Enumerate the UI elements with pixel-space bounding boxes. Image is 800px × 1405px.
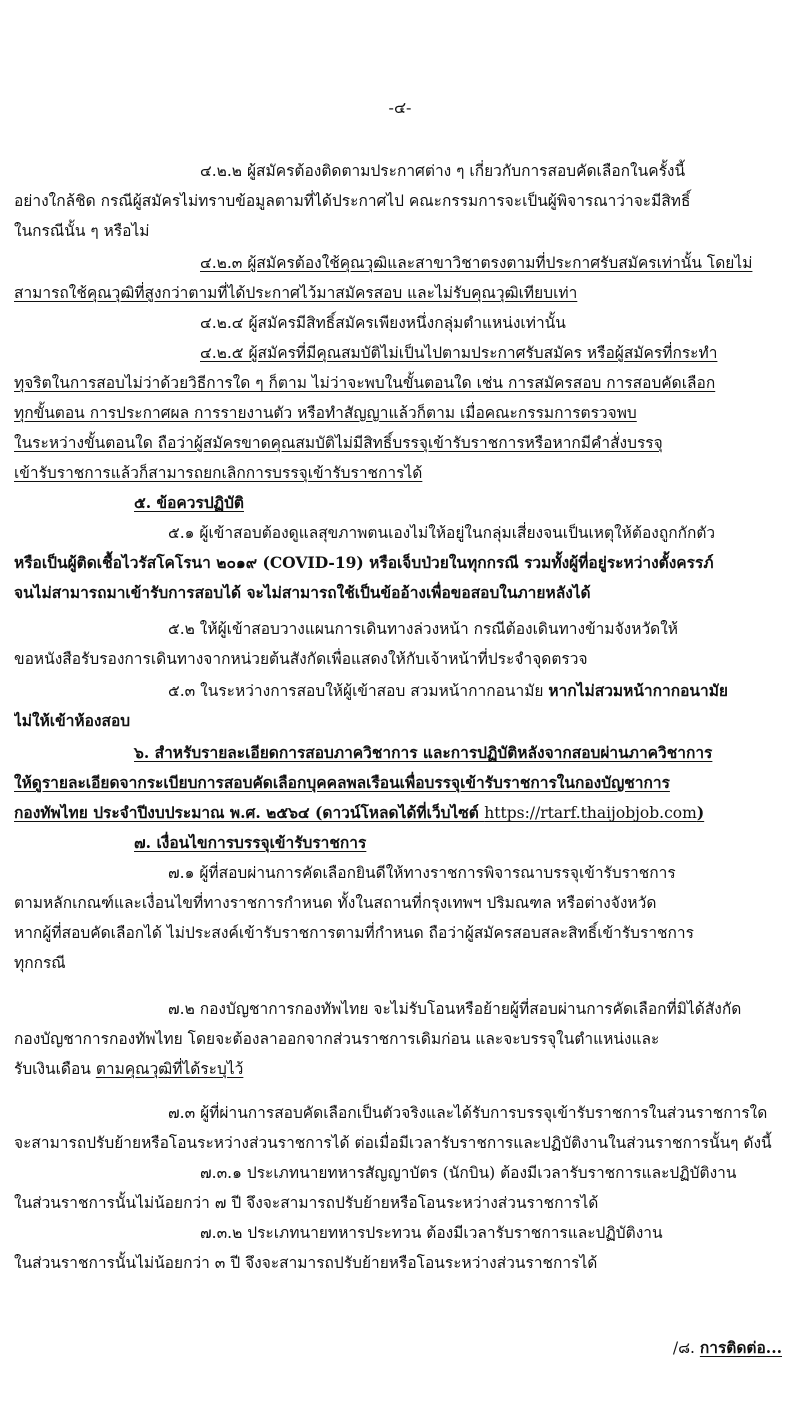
para-4-2-5-line-1: ๔.๒.๕ ผู้สมัครที่มีคุณสมบัติไม่เป็นไปตามประกาศรับสมัคร หรือผู้สมัครที่กระทำ (200, 344, 718, 362)
para-7-3-line-2: จะสามารถปรับย้ายหรือโอนระหว่างส่วนราชการได้ ต่อเมื่อมีเวลารับราชการและปฏิบัติงานในส่วนราชการนั้นๆ ดังนี้ (14, 1134, 772, 1152)
para-7-2-line-1: ๗.๒ กองบัญชาการกองทัพไทย จะไม่รับโอนหรือย้ายผู้ที่สอบผ่านการคัดเลือกที่มิได้สังกัด (168, 1000, 742, 1018)
para-4-2-2-line-2: อย่างใกล้ชิด กรณีผู้สมัครไม่ทราบข้อมูลตามที่ได้ประกาศไป คณะกรรมการจะเป็นผู้พิจารณาว่าจะมีสิทธิ์ (14, 192, 691, 210)
para-7-3-1-line-2: ในส่วนราชการนั้นไม่น้อยกว่า ๗ ปี จึงจะสามารถปรับย้ายหรือโอนระหว่างส่วนราชการได้ (14, 1194, 599, 1212)
para-4-2-5-line-3: ทุกขั้นตอน การประกาศผล การรายงานตัว หรือทำสัญญาแล้วก็ตาม เมื่อคณะกรรมการตรวจพบ (14, 404, 637, 422)
para-4-2-5-line-4: ในระหว่างขั้นตอนใด ถือว่าผู้สมัครขาดคุณสมบัติไม่มีสิทธิ์บรรจุเข้ารับราชการหรือหากมีคำสั่งบรรจุ (14, 434, 663, 452)
para-7-1-line-1: ๗.๑ ผู้ที่สอบผ่านการคัดเลือกยินดีให้ทางราชการพิจารณาบรรจุเข้ารับราชการ (168, 864, 676, 882)
para-7-3-2-line-2: ในส่วนราชการนั้นไม่น้อยกว่า ๓ ปี จึงจะสามารถปรับย้ายหรือโอนระหว่างส่วนราชการได้ (14, 1254, 598, 1272)
section-6-line-3 (14, 798, 790, 828)
para-7-1-line-3: หากผู้ที่สอบคัดเลือกได้ ไม่ประสงค์เข้ารับราชการตามที่กำหนด ถือว่าผู้สมัครสอบสละสิทธิ์เข้ารับราชการ (14, 924, 694, 942)
para-7-2-line-3 (14, 1054, 790, 1084)
para-7-3-1-line-1: ๗.๓.๑ ประเภทนายทหารสัญญาบัตร (นักบิน) ต้องมีเวลารับราชการและปฏิบัติงาน (200, 1164, 737, 1182)
next-page-continuation (673, 1335, 782, 1360)
section-7-heading: ๗. เงื่อนไขการบรรจุเข้ารับราชการ (134, 833, 367, 852)
para-4-2-5-line-2: ทุจริตในการสอบไม่ว่าด้วยวิธีการใด ๆ ก็ตาม ไม่ว่าจะพบในขั้นตอนใด เช่น การสมัครสอบ การสอบคัดเลือก (14, 374, 716, 392)
para-7-3-2-line-1: ๗.๓.๒ ประเภทนายทหารประทวน ต้องมีเวลารับราชการและปฏิบัติงาน (200, 1224, 663, 1242)
para-5-1-line-3: จนไม่สามารถมาเข้ารับการสอบได้ จะไม่สามารถใช้เป็นข้ออ้างเพื่อขอสอบในภายหลังได้ (14, 583, 591, 602)
para-5-2-line-2: ขอหนังสือรับรองการเดินทางจากหน่วยต้นสังกัดเพื่อแสดงให้กับเจ้าหน้าที่ประจำจุดตรวจ (14, 650, 588, 668)
para-7-2-text: รับเงินเดือน (14, 1060, 96, 1078)
para-4-2-5-line-5: เข้ารับราชการแล้วก็สามารถยกเลิกการบรรจุเข้ารับราชการได้ (14, 464, 423, 482)
para-7-1-line-4: ทุกกรณี (14, 954, 66, 972)
section-6-line-2: ให้ดูรายละเอียดจากระเบียบการสอบคัดเลือกบุคคลพลเรือนเพื่อบรรจุเข้ารับราชการในกองบัญชาการ (14, 773, 670, 792)
website-link[interactable]: https://rtarf.thaijobjob.com (484, 804, 697, 822)
para-5-1-line-1: ๕.๑ ผู้เข้าสอบต้องดูแลสุขภาพตนเองไม่ให้อยู่ในกลุ่มเสี่ยงจนเป็นเหตุให้ต้องถูกกักตัว (168, 524, 716, 542)
para-4-2-3-line-2: สามารถใช้คุณวุฒิที่สูงกว่าตามที่ได้ประกาศไว้มาสมัครสอบ และไม่รับคุณวุฒิเทียบเท่า (14, 284, 578, 302)
next-page-label: การติดต่อ... (699, 1338, 782, 1357)
page-number: -๔- (388, 98, 412, 117)
para-4-2-4-line-1: ๔.๒.๔ ผู้สมัครมีสิทธิ์สมัครเพียงหนึ่งกลุ่มตำแหน่งเท่านั้น (200, 314, 566, 332)
para-5-1-line-2: หรือเป็นผู้ติดเชื้อไวรัสโคโรนา ๒๐๑๙ (COVID-19) หรือเจ็บป่วยในทุกกรณี รวมทั้งผู้ที่อยู่ระหว่างตั้งครรภ์ (14, 553, 714, 572)
section-6-text: กองทัพไทย ประจำปีงบประมาณ พ.ศ. ๒๕๖๔ (ดาวน์โหลดได้ที่เว็บไซต์ (14, 803, 485, 822)
para-7-2-underlined: ตามคุณวุฒิที่ได้ระบุไว้ (95, 1060, 244, 1078)
section-6-line-1: ๖. สำหรับรายละเอียดการสอบภาควิชาการ และการปฏิบัติหลังจากสอบผ่านภาควิชาการ (134, 743, 713, 762)
para-7-1-line-2: ตามหลักเกณฑ์และเงื่อนไขที่ทางราชการกำหนด ทั้งในสถานที่กรุงเทพฯ ปริมณฑล หรือต่างจังหวัด (14, 894, 657, 912)
para-4-2-3-line-1: ๔.๒.๓ ผู้สมัครต้องใช้คุณวุฒิและสาขาวิชาตรงตามที่ประกาศรับสมัครเท่านั้น โดยไม่ (200, 254, 753, 272)
para-5-3-line-2: ไม่ให้เข้าห้องสอบ (14, 711, 131, 730)
para-4-2-2-line-1: ๔.๒.๒ ผู้สมัครต้องติดตามประกาศต่าง ๆ เกี่ยวกับการสอบคัดเลือกในครั้งนี้ (200, 162, 686, 180)
next-page-prefix: /๘. (672, 1339, 700, 1357)
para-5-3-text: ๕.๓ ในระหว่างการสอบให้ผู้เข้าสอบ สวมหน้ากากอนามัย (168, 682, 549, 700)
para-5-3-emphasis: หากไม่สวมหน้ากากอนามัย (548, 681, 729, 700)
para-5-2-line-1: ๕.๒ ให้ผู้เข้าสอบวางแผนการเดินทางล่วงหน้า กรณีต้องเดินทางข้ามจังหวัดให้ (168, 620, 679, 638)
para-7-3-line-1: ๗.๓ ผู้ที่ผ่านการสอบคัดเลือกเป็นตัวจริงและได้รับการบรรจุเข้ารับราชการในส่วนราชการใด (168, 1104, 768, 1122)
para-7-2-line-2: กองบัญชาการกองทัพไทย โดยจะต้องลาออกจากส่วนราชการเดิมก่อน และจะบรรจุในตำแหน่งและ (14, 1030, 660, 1048)
para-4-2-2-line-3: ในกรณีนั้น ๆ หรือไม่ (14, 222, 150, 240)
section-6-close-paren: ) (696, 803, 705, 822)
section-5-heading: ๕. ข้อควรปฏิบัติ (134, 493, 244, 512)
para-5-3-line-1 (14, 676, 790, 706)
